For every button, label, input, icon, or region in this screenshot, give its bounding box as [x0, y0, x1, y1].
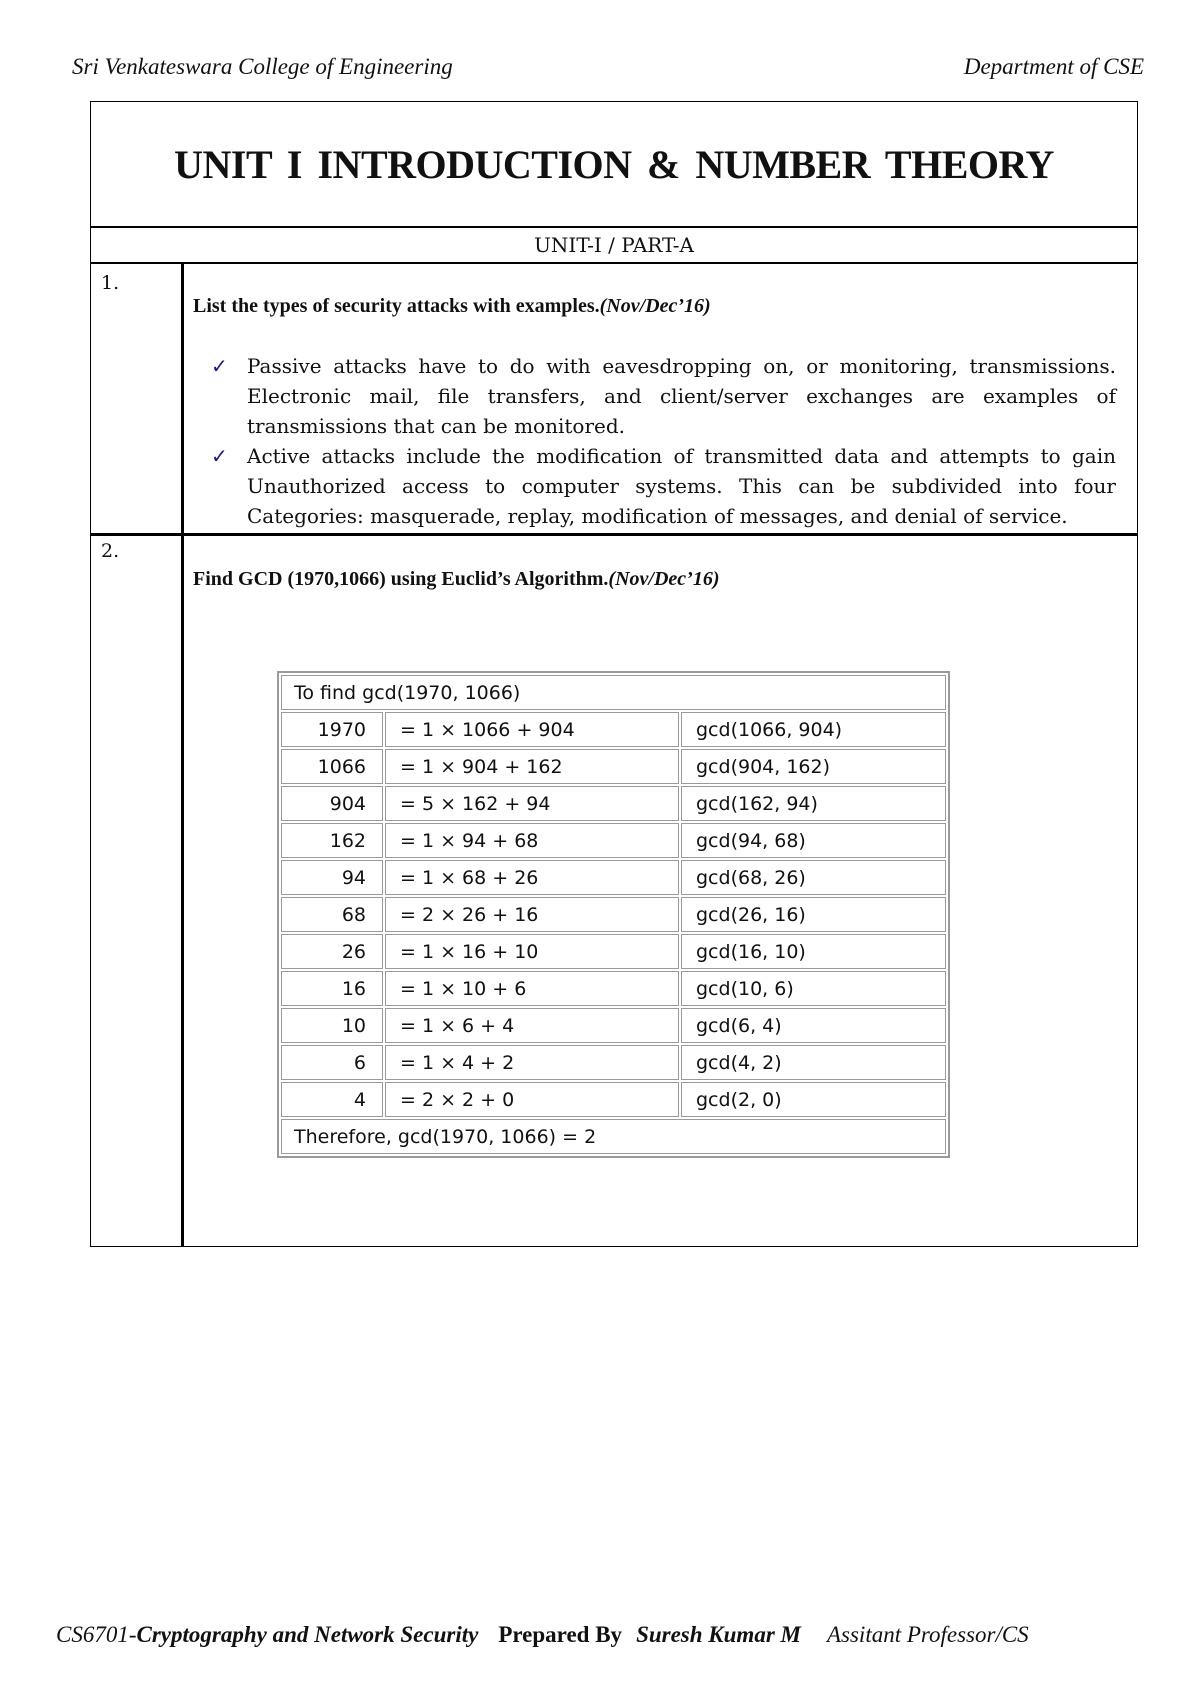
table-row [281, 934, 946, 969]
question-number-2: 2. [101, 540, 120, 562]
gcd-cell: gcd(162, 94) [681, 786, 946, 821]
question-1-tag: (Nov/Dec’16) [599, 295, 711, 317]
gcd-cell: gcd(2, 0) [681, 1082, 946, 1117]
gcd-cell: gcd(26, 16) [681, 897, 946, 932]
gcd-cell: gcd(94, 68) [681, 823, 946, 858]
table-row [281, 897, 946, 932]
gcd-cell: gcd(1066, 904) [681, 712, 946, 747]
row-divider [91, 533, 1137, 536]
question-2-label: Find GCD (1970,1066) using Euclid’s Algorithm. [193, 568, 609, 590]
table-row [281, 1045, 946, 1080]
question-2-text [193, 568, 719, 591]
checkmark-icon: ✓ [211, 354, 228, 378]
equation-cell: = 1 × 68 + 26 [385, 860, 679, 895]
gcd-cell: gcd(16, 10) [681, 934, 946, 969]
equation-cell: = 1 × 904 + 162 [385, 749, 679, 784]
dividend-cell: 6 [281, 1045, 383, 1080]
dividend-cell: 94 [281, 860, 383, 895]
college-name: Sri Venkateswara College of Engineering [72, 54, 453, 79]
gcd-cell: gcd(6, 4) [681, 1008, 946, 1043]
title-row [91, 102, 1137, 228]
prepared-by-label: Prepared By [498, 1622, 623, 1647]
dividend-cell: 1970 [281, 712, 383, 747]
equation-cell: = 1 × 16 + 10 [385, 934, 679, 969]
number-column-divider [181, 264, 184, 1246]
department-name: Department of CSE [963, 54, 1144, 79]
dividend-cell: 4 [281, 1082, 383, 1117]
table-row [281, 749, 946, 784]
equation-cell: = 1 × 4 + 2 [385, 1045, 679, 1080]
table-row [281, 860, 946, 895]
table-row [281, 712, 946, 747]
equation-cell: = 5 × 162 + 94 [385, 786, 679, 821]
author-role: Assitant Professor/CS [826, 1622, 1029, 1647]
bullet-text: Passive attacks have to do with eavesdropping on, or monitoring, transmissions. Electronic mail, file transfers, and client/server exchanges are examples of transmissions that can be monitored. [247, 354, 1116, 438]
dividend-cell: 1066 [281, 749, 383, 784]
dividend-cell: 10 [281, 1008, 383, 1043]
equation-cell: = 1 × 6 + 4 [385, 1008, 679, 1043]
equation-cell: = 1 × 94 + 68 [385, 823, 679, 858]
dividend-cell: 904 [281, 786, 383, 821]
gcd-cell: gcd(904, 162) [681, 749, 946, 784]
dividend-cell: 16 [281, 971, 383, 1006]
list-item [211, 441, 1116, 531]
page-footer [56, 1622, 1029, 1648]
part-title: UNIT-I / PART-A [91, 228, 1137, 264]
course-name: Cryptography and Network Security [136, 1622, 479, 1647]
dividend-cell: 162 [281, 823, 383, 858]
gcd-table-heading: To find gcd(1970, 1066) [281, 675, 946, 710]
question-number-1: 1. [101, 272, 120, 294]
table-row [281, 1082, 946, 1117]
table-row [281, 1119, 946, 1154]
question-2-tag: (Nov/Dec’16) [608, 568, 720, 590]
gcd-table [277, 671, 950, 1158]
table-row [281, 1008, 946, 1043]
bullet-text: Active attacks include the modification of transmitted data and attempts to gain Unauthorized access to computer systems. This can be subdivided into four Categories: masquerade, replay, modification of messages, and denial of service. [247, 444, 1116, 528]
dividend-cell: 26 [281, 934, 383, 969]
equation-cell: = 1 × 1066 + 904 [385, 712, 679, 747]
course-code: CS6701- [56, 1622, 137, 1647]
table-row [281, 823, 946, 858]
table-row [281, 971, 946, 1006]
gcd-conclusion: Therefore, gcd(1970, 1066) = 2 [281, 1119, 946, 1154]
gcd-cell: gcd(4, 2) [681, 1045, 946, 1080]
equation-cell: = 2 × 2 + 0 [385, 1082, 679, 1117]
question-1-text [193, 295, 711, 318]
dividend-cell: 68 [281, 897, 383, 932]
table-row [281, 675, 946, 710]
question-table [90, 101, 1138, 1247]
gcd-cell: gcd(10, 6) [681, 971, 946, 1006]
author-name: Suresh Kumar M [636, 1622, 801, 1647]
checkmark-icon: ✓ [211, 444, 228, 468]
question-1-label: List the types of security attacks with examples. [193, 295, 600, 317]
equation-cell: = 2 × 26 + 16 [385, 897, 679, 932]
unit-title: UNIT I INTRODUCTION & NUMBER THEORY [174, 141, 1054, 187]
course-title [56, 1622, 478, 1647]
table-row [281, 786, 946, 821]
answer-1-list [211, 351, 1116, 531]
equation-cell: = 1 × 10 + 6 [385, 971, 679, 1006]
gcd-cell: gcd(68, 26) [681, 860, 946, 895]
list-item [211, 351, 1116, 441]
